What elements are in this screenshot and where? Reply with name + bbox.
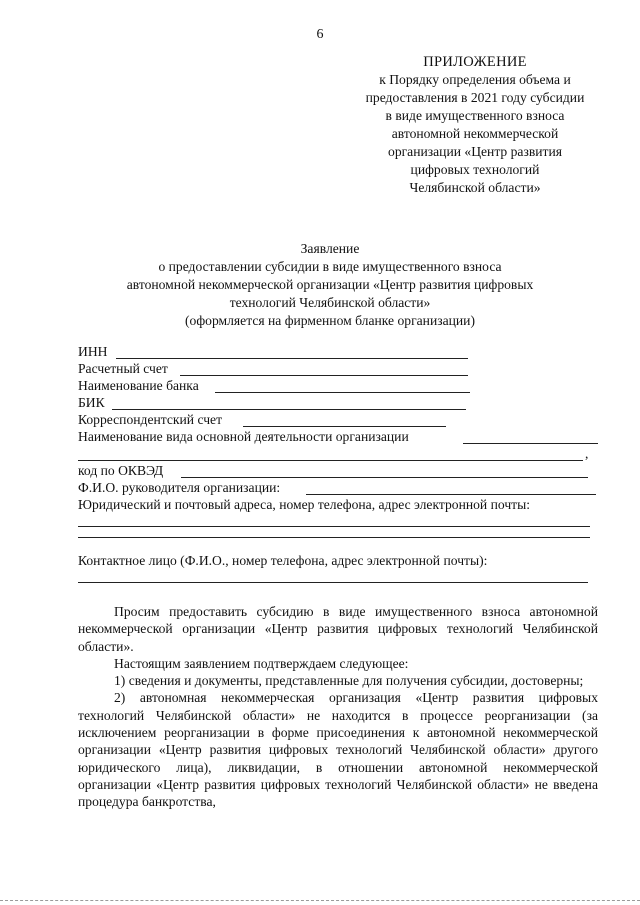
contact-label: Контактное лицо (Ф.И.О., номер телефона, адрес электронной почты): — [78, 553, 488, 568]
inn-row — [78, 343, 600, 360]
corr-account-row — [78, 411, 600, 428]
account-row — [78, 360, 600, 377]
addresses-blank-2[interactable] — [78, 537, 590, 538]
appendix-header — [330, 53, 620, 197]
confirm-intro: Настоящим заявлением подтверждаем следующее: — [114, 655, 409, 671]
bik-row — [78, 394, 600, 411]
appendix-line: организации «Центр развития — [388, 144, 562, 159]
bank-name-blank[interactable] — [215, 392, 470, 393]
statement-title-block — [90, 240, 570, 330]
page-bottom-edge — [0, 900, 640, 901]
head-label: Ф.И.О. руководителя организации: — [78, 480, 281, 495]
appendix-title: ПРИЛОЖЕНИЕ — [423, 54, 527, 70]
statement-title: Заявление — [300, 241, 360, 256]
statement-note: (оформляется на фирменном бланке организации) — [185, 313, 475, 328]
confirm-item-1: 1) сведения и документы, представленные для получения субсидии, достоверны; — [114, 673, 584, 689]
activity-cont-row — [78, 445, 600, 462]
appendix-line: цифровых технологий — [410, 162, 540, 177]
addresses-line-1 — [78, 513, 600, 530]
corr-account-blank[interactable] — [243, 426, 446, 427]
okved-blank[interactable] — [181, 477, 588, 478]
statement-line: о предоставлении субсидии в виде имущественного взноса — [158, 259, 502, 274]
confirm-item-2: 2) автономная некоммерческая организация «Центр развития цифровых технологий Челябинской области» не находится в процессе реорганизации (за исключением реорганизации в форме присоединения к автономной некоммерческой организации «Центр развития цифровых технологий Челябинской области» другого юридического лица), ликвидации, в отношении автономной некоммерческой организации «Центр развития цифровых технологий Челябинской области» не введена процедура банкротства, — [78, 690, 598, 810]
okved-label: код по ОКВЭД — [78, 463, 164, 478]
contact-line — [78, 569, 600, 586]
statement-line: технологий Челябинской области» — [229, 295, 431, 310]
bank-name-row — [78, 377, 600, 394]
addresses-line-2 — [78, 530, 600, 552]
contact-row — [78, 552, 600, 569]
statement-line: автономной некоммерческой организации «Центр развития цифровых — [126, 277, 534, 292]
activity-label: Наименование вида основной деятельности организации — [78, 429, 409, 444]
bik-label: БИК — [78, 395, 105, 410]
activity-blank[interactable] — [463, 443, 598, 444]
appendix-line: предоставления в 2021 году субсидии — [365, 90, 585, 105]
account-label: Расчетный счет — [78, 361, 168, 376]
corr-account-label: Корреспондентский счет — [78, 412, 223, 427]
addresses-row — [78, 496, 600, 513]
appendix-line: Челябинской области» — [409, 180, 541, 195]
activity-cont-blank[interactable] — [78, 460, 583, 461]
appendix-line: к Порядку определения объема и — [379, 72, 571, 87]
inn-blank[interactable] — [116, 358, 468, 359]
addresses-label: Юридический и почтовый адреса, номер телефона, адрес электронной почты: — [78, 497, 531, 512]
inn-label: ИНН — [78, 344, 108, 359]
page-number: 6 — [316, 27, 324, 42]
okved-row — [78, 462, 600, 479]
account-blank[interactable] — [180, 375, 468, 376]
head-row — [78, 479, 600, 496]
contact-blank[interactable] — [78, 582, 588, 583]
activity-row — [78, 428, 600, 445]
head-blank[interactable] — [306, 494, 596, 495]
request-paragraph: Просим предоставить субсидию в виде имущественного взноса автономной некоммерческой организации «Центр развития цифровых технологий Челябинской области». — [78, 604, 598, 654]
body-text — [78, 603, 598, 811]
appendix-line: автономной некоммерческой — [391, 126, 559, 141]
addresses-blank-1[interactable] — [78, 526, 590, 527]
form-fields — [78, 343, 600, 586]
activity-comma: , — [585, 446, 589, 461]
bik-blank[interactable] — [112, 409, 466, 410]
bank-name-label: Наименование банка — [78, 378, 199, 393]
appendix-line: в виде имущественного взноса — [385, 108, 565, 123]
